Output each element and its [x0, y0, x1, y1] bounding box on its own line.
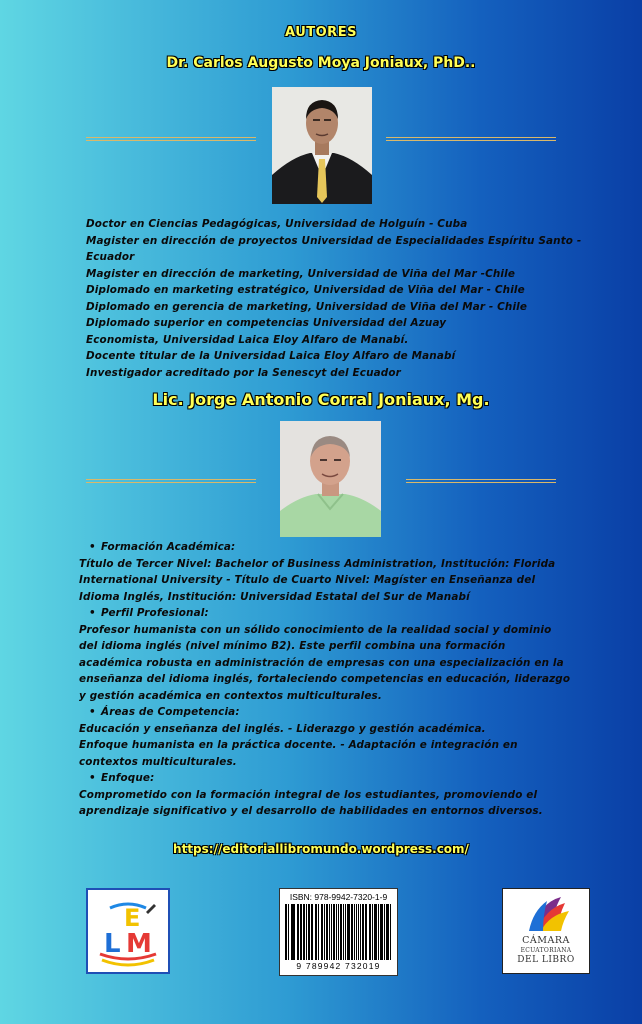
isbn-barcode: [279, 888, 398, 976]
logo-letter-m: M: [126, 929, 152, 959]
barcode-bar: [382, 904, 383, 960]
credential-line: Magister en dirección de marketing, Universidad de Viña del Mar -Chile: [86, 267, 516, 280]
barcode-bar: [311, 904, 312, 960]
barcode-bar: [334, 904, 335, 960]
barcode-bar: [304, 904, 305, 960]
barcode-bar: [358, 904, 359, 960]
barcode-bar: [366, 904, 367, 960]
barcode-bar: [306, 904, 307, 960]
barcode-bar: [292, 904, 293, 960]
isbn-label: ISBN: 978-9942-7320-1-9: [289, 892, 388, 902]
barcode-bar: [336, 904, 337, 960]
credential-line: Magister en dirección de proyectos Universidad de Especialidades Espíritu Santo -: [86, 234, 582, 247]
barcode-bar: [340, 904, 342, 960]
logo-letter-e: E: [124, 904, 141, 932]
barcode-bar: [324, 904, 325, 960]
barcode-bar: [322, 904, 323, 960]
credential-line: Diplomado en marketing estratégico, Universidad de Viña del Mar - Chile: [86, 284, 525, 296]
profile-section-heading: • Enfoque:: [79, 770, 599, 787]
divider-line: [86, 137, 256, 141]
barcode-bar: [293, 904, 295, 960]
profile-line: Enfoque humanista en la práctica docente. - Adaptación e integración en: [79, 739, 518, 751]
website-link[interactable]: https://editoriallibromundo.wordpress.com/: [173, 842, 469, 856]
credential-line: Economista, Universidad Laica Eloy Alfaro de Manabí.: [86, 333, 409, 346]
profile-line: aprendizaje significativo y el desarrollo de habilidades en entornos diversos.: [79, 805, 543, 817]
profile-section-heading: • Perfil Profesional:: [79, 605, 599, 622]
barcode-bar: [316, 904, 317, 960]
barcode-bar: [360, 904, 361, 960]
credential-line: Diplomado en gerencia de marketing, Universidad de Viña del Mar - Chile: [86, 300, 528, 313]
profile-section-heading: • Formación Académica:: [79, 539, 599, 556]
profile-line: Educación y enseñanza del inglés. - Liderazgo y gestión académica.: [79, 722, 486, 735]
credential-line: Docente titular de la Universidad Laica Eloy Alfaro de Manabí: [86, 350, 456, 362]
divider-line: [406, 479, 556, 483]
profile-line: y gestión académica en contextos multiculturales.: [79, 689, 382, 702]
camara-logo: [502, 888, 590, 974]
barcode-bar: [298, 904, 299, 960]
credential-line: Doctor en Ciencias Pedagógicas, Universidad de Holguín - Cuba: [86, 218, 468, 230]
barcode-bar: [354, 904, 355, 960]
profile-line: Comprometido con la formación integral de los estudiantes, promoviendo el: [79, 788, 538, 801]
author2-name: Lic. Jorge Antonio Corral Joniaux, Mg.: [152, 390, 490, 409]
author2-profile: [79, 539, 599, 820]
barcode-bar: [370, 904, 371, 960]
barcode-bar: [347, 904, 348, 960]
barcode-bar: [300, 904, 301, 960]
barcode-bar: [343, 904, 344, 960]
barcode-bar: [318, 904, 319, 960]
profile-line: Idioma Inglés, Institución: Universidad Estatal del Sur de Manabí: [79, 590, 470, 603]
barcode-bar: [378, 904, 379, 960]
barcode-bar: [352, 904, 353, 960]
barcode-bar: [286, 904, 287, 960]
camara-line3: DEL LIBRO: [517, 955, 575, 965]
profile-line: del idioma inglés (nivel mínimo B2). Este perfil combina una formación: [79, 640, 506, 652]
camara-line1: CÁMARA: [522, 935, 570, 946]
barcode-bar: [348, 904, 349, 960]
barcode-bar: [288, 904, 289, 960]
publisher-logo: [86, 888, 170, 974]
credential-line: Diplomado superior en competencias Universidad del Azuay: [86, 317, 447, 329]
barcode-bar: [375, 904, 376, 960]
section-title: AUTORES: [285, 25, 357, 40]
profile-section-heading: • Áreas de Competencia:: [79, 704, 599, 721]
credential-line: Investigador acreditado por la Senescyt del Ecuador: [86, 366, 401, 379]
profile-line: Profesor humanista con un sólido conocimiento de la realidad social y dominio: [79, 623, 552, 636]
barcode-bars: [285, 904, 392, 960]
profile-line: enseñanza del idioma inglés, fortaleciendo competencias en educación, liderazgo: [79, 673, 571, 685]
author2-photo: [280, 421, 381, 537]
barcode-bar: [331, 904, 332, 960]
profile-line: académica robusta en administración de empresas con una especialización en la: [79, 656, 564, 669]
barcode-bar: [312, 904, 313, 960]
author1-name: Dr. Carlos Augusto Moya Joniaux, PhD..: [166, 55, 476, 71]
divider-line: [386, 137, 556, 141]
barcode-bar: [388, 904, 389, 960]
profile-line: International University - Título de Cuarto Nivel: Magíster en Enseñanza del: [79, 574, 536, 586]
barcode-bar: [365, 904, 366, 960]
profile-line: Título de Tercer Nivel: Bachelor of Business Administration, Institución: Florida: [79, 557, 556, 570]
isbn-digits: 9 789942 732019: [296, 961, 381, 971]
author1-photo: [272, 87, 372, 204]
profile-line: contextos multiculturales.: [79, 755, 237, 768]
credential-line: Ecuador: [86, 251, 135, 263]
barcode-bar: [329, 904, 330, 960]
logo-letter-l: L: [104, 929, 121, 959]
author1-credentials: [86, 216, 606, 381]
barcode-bar: [384, 904, 385, 960]
barcode-bar: [390, 904, 391, 960]
divider-line: [86, 479, 256, 483]
barcode-bar: [372, 904, 373, 960]
camara-line2: ECUATORIANA: [520, 947, 572, 954]
